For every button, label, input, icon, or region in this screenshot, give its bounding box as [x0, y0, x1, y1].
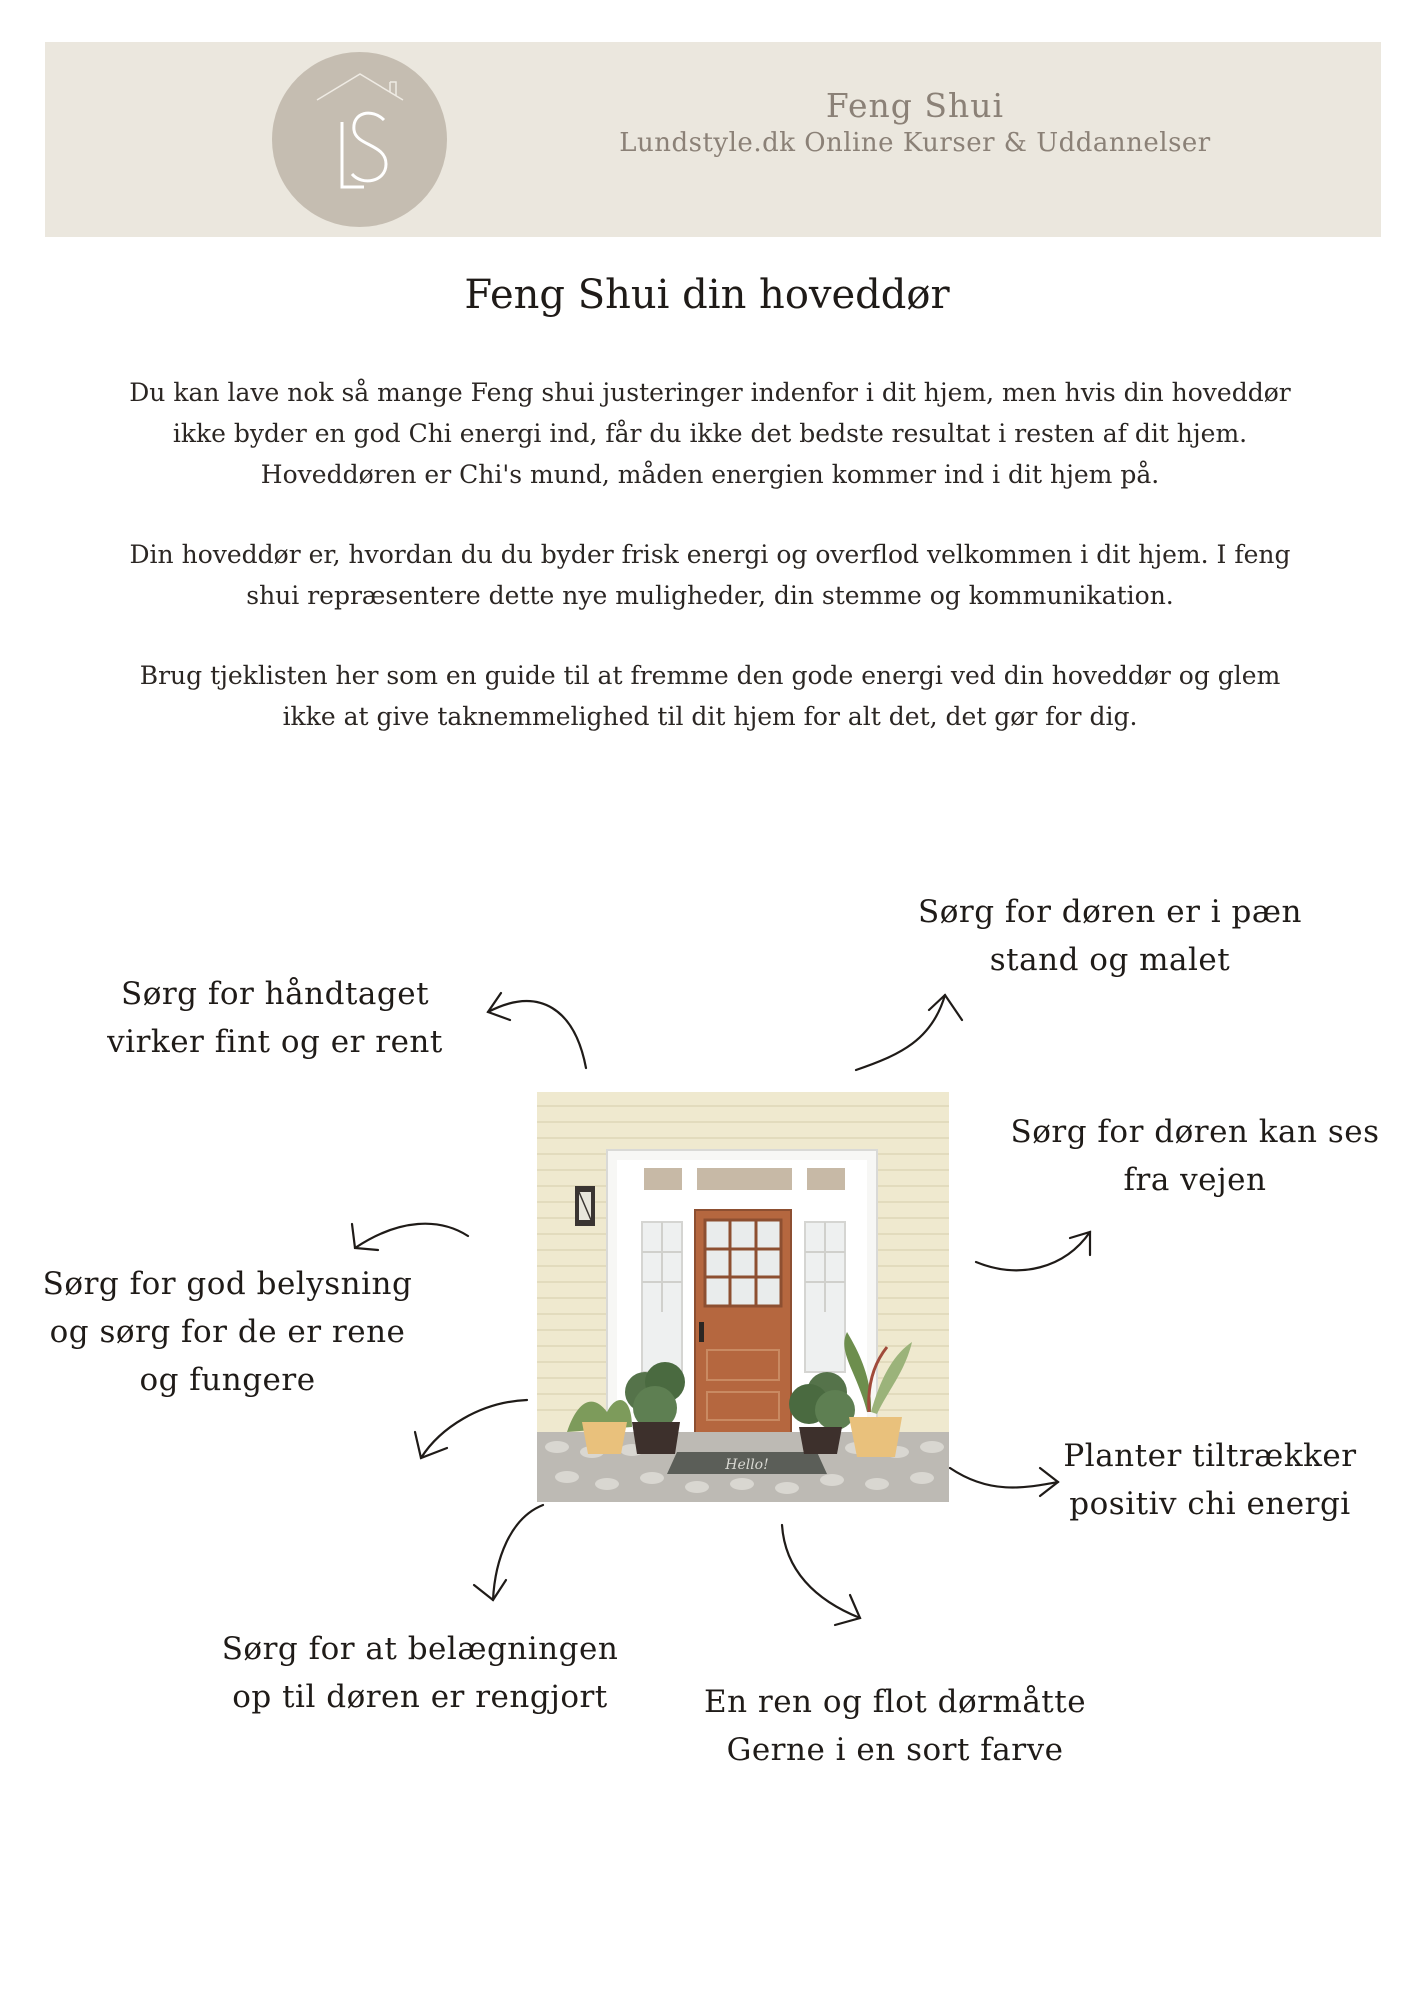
arrow-handle-icon	[488, 993, 586, 1068]
arrow-visible-icon	[976, 1232, 1090, 1270]
intro-line: ikke byder en god Chi energi ind, får du ikke det bedste resultat i resten af dit hjem.	[172, 419, 1248, 448]
tip-plants	[1040, 1432, 1380, 1528]
arrow-doormat-icon	[782, 1525, 860, 1625]
tip-visible	[975, 1108, 1414, 1204]
intro-line: Du kan lave nok så mange Feng shui justeringer indenfor i dit hjem, men hvis din hoveddør	[129, 378, 1291, 407]
arrow-paving-icon	[474, 1505, 543, 1600]
tip-line: Planter tiltrækker	[1063, 1438, 1357, 1474]
tip-paving	[195, 1625, 645, 1721]
tip-line: og sørg for de er rene	[49, 1314, 406, 1350]
arrow-lantern-icon	[415, 1400, 527, 1458]
arrow-lighting-icon	[352, 1224, 468, 1250]
tip-lighting	[20, 1260, 435, 1404]
tip-line: En ren og flot dørmåtte	[703, 1684, 1087, 1720]
tip-doormat	[670, 1678, 1120, 1774]
tip-paint	[880, 888, 1340, 984]
tip-line: op til døren er rengjort	[232, 1679, 608, 1715]
arrow-paint-icon	[856, 995, 962, 1070]
intro-line: ikke at give taknemmelighed til dit hjem for alt det, det gør for dig.	[282, 702, 1138, 731]
tip-line: Sørg for døren kan ses	[1010, 1114, 1380, 1150]
tip-line: Sørg for at belægningen	[221, 1631, 619, 1667]
tip-line: stand og malet	[989, 942, 1231, 978]
header-subtitle: Lundstyle.dk Online Kurser & Uddannelser	[619, 128, 1211, 158]
intro-line: Hoveddøren er Chi's mund, måden energien kommer ind i dit hjem på.	[260, 460, 1160, 489]
tip-line: fra vejen	[1123, 1162, 1267, 1198]
doormat-text: Hello!	[725, 1457, 769, 1473]
front-door-illustration	[537, 1092, 949, 1502]
tip-line: Sørg for god belysning	[42, 1266, 413, 1302]
header-title: Feng Shui	[825, 86, 1005, 125]
tip-line: Gerne i en sort farve	[726, 1732, 1064, 1768]
tip-line: Sørg for døren er i pæn	[918, 894, 1302, 930]
intro-line: shui repræsentere dette nye muligheder, din stemme og kommunikation.	[246, 581, 1174, 610]
tip-line: og fungere	[139, 1362, 316, 1398]
tip-line: positiv chi energi	[1069, 1486, 1351, 1522]
tip-line: virker fint og er rent	[107, 1024, 443, 1060]
intro-line: Din hoveddør er, hvordan du du byder frisk energi og overflod velkommen i dit hjem. I feng	[129, 540, 1291, 569]
tip-line: Sørg for håndtaget	[120, 976, 430, 1012]
intro-line: Brug tjeklisten her som en guide til at fremme den gode energi ved din hoveddør og glem	[139, 661, 1281, 690]
tip-handle	[70, 970, 480, 1066]
page-title: Feng Shui din hoveddør	[464, 272, 950, 318]
